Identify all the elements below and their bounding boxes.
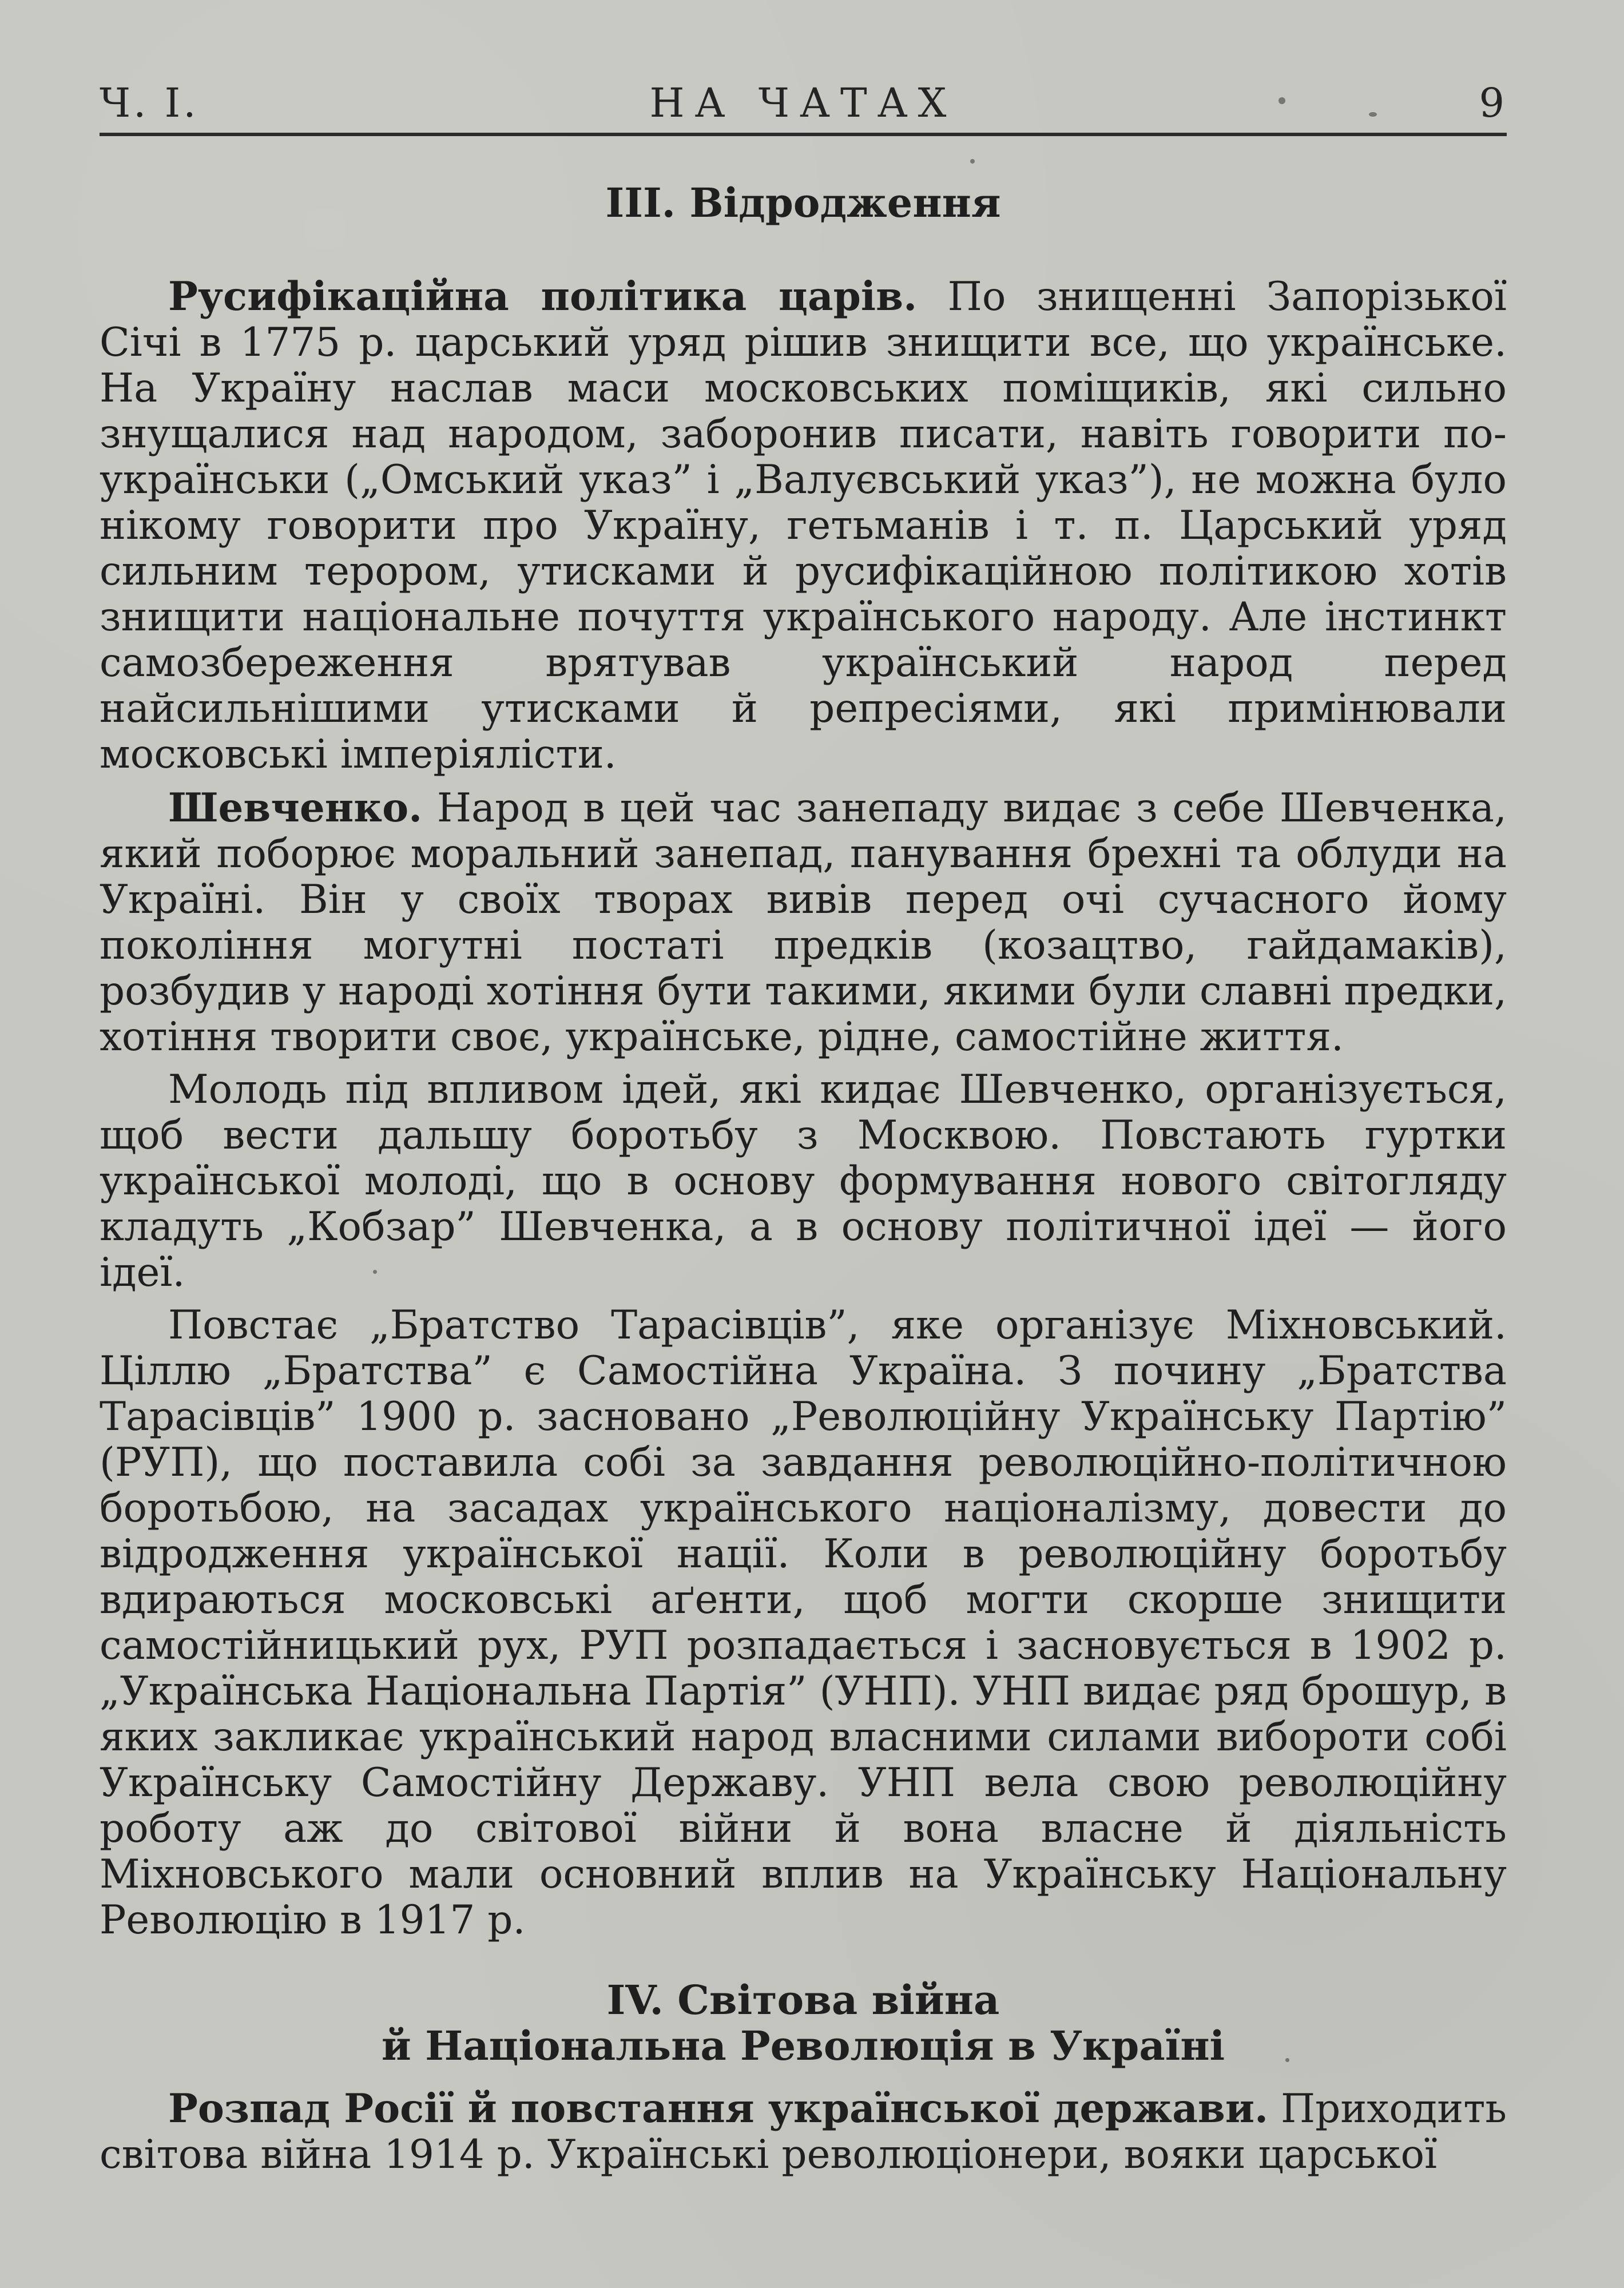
section-title-line: й Національна Революція в Україні xyxy=(381,2022,1225,2069)
paragraph xyxy=(100,1067,1507,1296)
part-label: Ч. І. xyxy=(100,80,199,126)
paragraph-text: Молодь під впливом ідей, які кидає Шевченко, організується, щоб вести дальшу боротьбу з Москвою. Повстають гуртки української молоді, що в основу формування нового світогляду кладуть „Кобзар” Шевченка, а в основу політичної ідеї — його ідеї. xyxy=(100,1067,1507,1296)
scan-speck xyxy=(373,1270,377,1274)
scan-speck xyxy=(1369,112,1377,117)
paragraph-text: По знищенні Запорізької Січі в 1775 р. царський уряд рішив знищити все, що українське. На Україну наслав маси московських поміщиків, які сильно знущалися над народом, заборонив писати, навіть говорити по-українськи („Омський указ” і „Валуєвський указ”), не можна було нікому говорити про Україну, гетьманів і т. п. Царський уряд сильним терором, утисками й русифікаційною політикою хотів знищити національне почуття українського народу. Але інстинкт самозбереження врятував український народ перед найсильнішими утисками й репресіями, які примінювали московські імперіялісти. xyxy=(100,274,1507,777)
paragraph xyxy=(100,785,1507,1060)
scan-speck xyxy=(970,159,975,164)
paragraph-lead: Шевченко. xyxy=(168,785,423,831)
paragraph xyxy=(100,2086,1507,2178)
paragraph xyxy=(100,274,1507,777)
paragraph-text: Повстає „Братство Тарасівців”, яке організує Міхновський. Ціллю „Братства” є Самостійна Україна. З почину „Братства Тарасівців” 1900 р. засновано „Революційну Українську Партію” (РУП), що поставила собі за завдання революційно-політичною боротьбою, на засадах українського націоналізму, довести до відродження української нації. Коли в революційну боротьбу вдираються московські аґенти, щоб могти скорше знищити самостійницький рух, РУП розпадається і засновується в 1902 р. „Українська Національна Партія” (УНП). УНП видає ряд брошур, в яких закликає український народ власними силами вибороти собі Українську Самостійну Державу. УНП вела свою революційну роботу аж до світової війни й вона власне й діяльність Міхновського мали основний вплив на Українську Національну Революцію в 1917 р. xyxy=(100,1302,1507,1943)
paragraph-text: Народ в цей час занепаду видає з себе Шевченка, який поборює моральний занепад, панування брехні та облуди на Україні. Він у своїх творах вивів перед очі сучасного йому покоління могутні постаті предків (козацтво, гайдамаків), розбудив у народі хотіння бути такими, якими були славні предки, хотіння творити своє, українське, рідне, самостійне життя. xyxy=(100,785,1507,1060)
section-title xyxy=(100,1977,1507,2069)
paragraph-text: Приходить світова війна 1914 р. Українські революціонери, вояки царської xyxy=(100,2086,1507,2178)
paragraph-lead: Русифікаційна політика царів. xyxy=(168,273,918,320)
scan-speck xyxy=(1278,97,1285,104)
running-header xyxy=(100,78,1507,136)
paragraph xyxy=(100,1302,1507,1943)
section-title: III. Відродження xyxy=(605,179,1001,227)
paragraph-lead: Розпад Росії й повстання української держави. xyxy=(168,2086,1269,2132)
page-number: 9 xyxy=(1479,80,1504,126)
scan-speck xyxy=(1285,2058,1289,2062)
section-title-line: IV. Світова війна xyxy=(606,1976,1000,2024)
running-title: НА ЧАТАХ xyxy=(649,80,957,126)
page-content xyxy=(100,180,1507,2184)
